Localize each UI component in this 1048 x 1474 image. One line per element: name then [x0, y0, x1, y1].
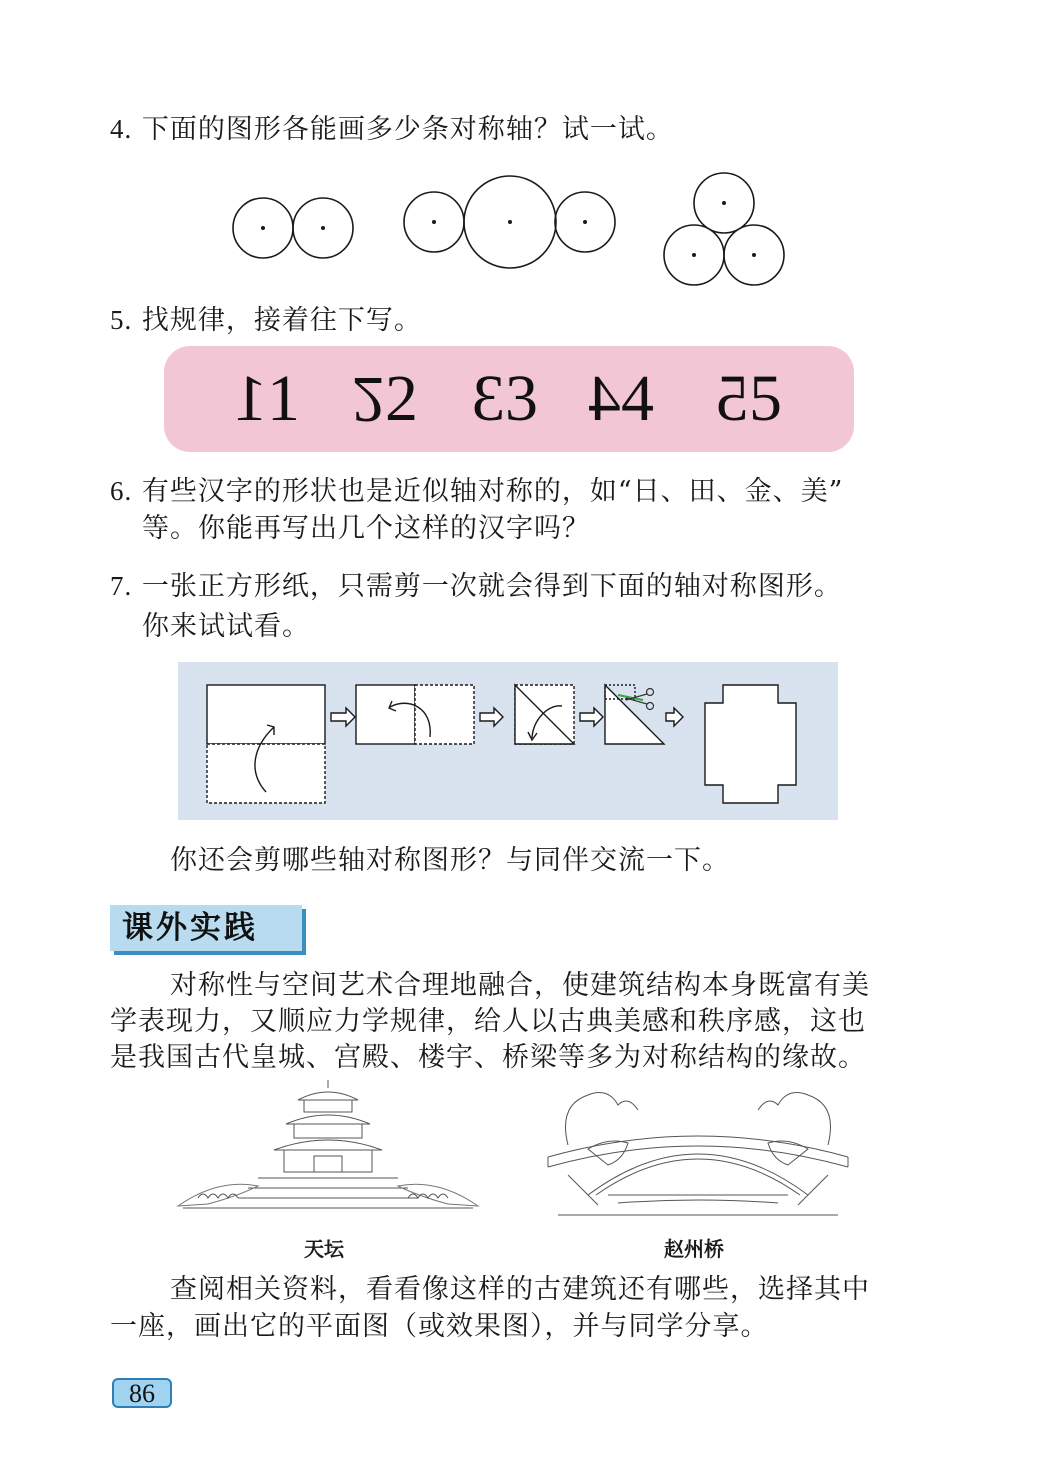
question-text-line1: 一张正方形纸，只需剪一次就会得到下面的轴对称图形。: [141, 571, 842, 602]
question-number: 5.: [110, 305, 133, 335]
question-6: [110, 472, 843, 511]
question-5: [110, 301, 422, 340]
paper-folding-steps: [178, 662, 838, 820]
question-7: [110, 567, 842, 606]
question-7-followup: 你还会剪哪些轴对称图形？与同伴交流一下。: [170, 845, 730, 876]
arrow-icon: [480, 708, 503, 726]
cut-result-shape: [705, 685, 796, 803]
symmetric-digit-2: 22: [352, 362, 418, 436]
symmetric-digit-1: 11: [234, 362, 300, 435]
temple-of-heaven-drawing: [178, 1078, 478, 1213]
fold-step-4: [605, 685, 664, 744]
fold-step-1: [207, 685, 325, 803]
question-4: [110, 110, 674, 149]
question-text: 找规律，接着往下写。: [141, 305, 422, 336]
symmetric-digit-3: 33: [472, 362, 538, 435]
symmetric-digit-4: 44: [588, 362, 654, 435]
practice-para1-line2: 学表现力，又顺应力学规律，给人以古典美感和秩序感，这也: [110, 1006, 866, 1037]
two-circles-figure: [233, 198, 353, 258]
practice-para1-line3: 是我国古代皇城、宫殿、楼宇、桥梁等多为对称结构的缘故。: [110, 1042, 866, 1073]
caption-temple-of-heaven: 天坛: [304, 1237, 344, 1261]
practice-para2-line1: 查阅相关资料，看看像这样的古建筑还有哪些，选择其中: [170, 1274, 870, 1305]
arrow-icon: [580, 708, 603, 726]
section-title: 课外实践: [110, 905, 302, 951]
circle-figures: [0, 170, 1048, 290]
arrow-icon: [666, 708, 683, 726]
question-number: 6.: [110, 476, 133, 506]
symmetric-digits-box: [164, 346, 854, 452]
question-text-line1: 有些汉字的形状也是近似轴对称的，如“日、田、金、美”: [141, 476, 844, 507]
question-text-line2: 你来试试看。: [142, 611, 310, 642]
fold-step-3: [515, 685, 574, 744]
symmetric-digit-5: 55: [716, 362, 782, 435]
three-circles-triangle-figure: [664, 173, 784, 285]
question-text: 下面的图形各能画多少条对称轴？试一试。: [141, 114, 674, 145]
caption-zhaozhou-bridge: 赵州桥: [664, 1237, 724, 1261]
practice-para1-line1: 对称性与空间艺术合理地融合，使建筑结构本身既富有美: [170, 970, 870, 1001]
question-number: 4.: [110, 114, 133, 144]
arrow-icon: [331, 708, 355, 726]
zhaozhou-bridge-drawing: [548, 1085, 848, 1220]
fold-step-2: [356, 685, 474, 744]
question-text-line2: 等。你能再写出几个这样的汉字吗？: [142, 513, 590, 544]
question-number: 7.: [110, 571, 133, 601]
practice-para2-line2: 一座，画出它的平面图（或效果图），并与同学分享。: [110, 1311, 769, 1342]
page-number: 86: [112, 1378, 172, 1408]
